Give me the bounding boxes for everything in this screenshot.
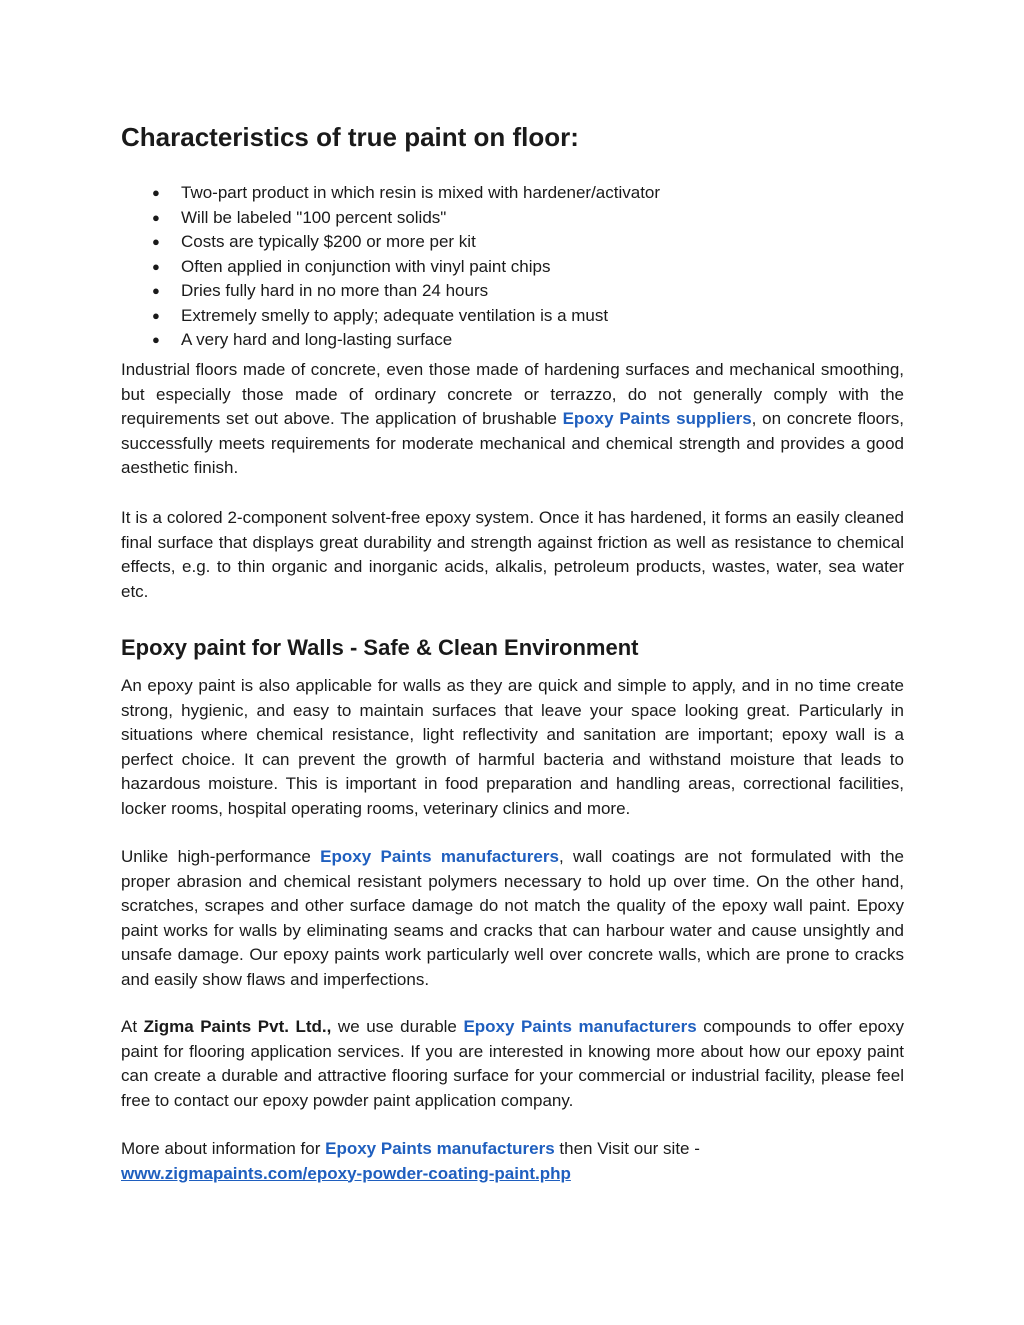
paragraph-epoxy-system: It is a colored 2-component solvent-free epoxy system. Once it has hardened, it forms an easily cleaned final surface that displays great durability and strength against friction as well as resistance to chemical effects, e.g. to thin organic and inorganic acids, alkalis, petroleum products, wastes, water, sea water etc. xyxy=(121,508,904,601)
epoxy-paints-manufacturers-link[interactable]: Epoxy Paints manufacturers xyxy=(463,1017,697,1036)
paragraph-high-performance: Unlike high-performance Epoxy Paints manufacturers, wall coatings are not formulated with the proper abrasion and chemical resistant polymers necessary to hold up over time. On the other hand, scratches, scrapes and other surface damage do not match the quality of the epoxy wall paint. Epoxy paint works for walls by eliminating seams and cracks that can harbour water and cause unsightly and unsafe damage. Our epoxy paints work particularly well over concrete walls, which are prone to cracks and easily show flaws and imperfections. xyxy=(121,847,905,989)
paragraph-industrial-floors: Industrial floors made of concrete, even those made of hardening surfaces and mechanical smoothing, but especially those made of ordinary concrete or terrazzo, do not generally comply with the requirements set out above. The application of brushable Epoxy Paints suppliers, on concrete floors, successfully meets requirements for moderate mechanical and chemical strength and provides a good aesthetic finish. xyxy=(121,360,904,477)
heading-epoxy-walls: Epoxy paint for Walls - Safe & Clean Environment xyxy=(121,635,639,660)
list-item: ● Dries fully hard in no more than 24 hours xyxy=(121,279,904,304)
paragraph-zigma-paints: At Zigma Paints Pvt. Ltd., we use durable Epoxy Paints manufacturers compounds to offer epoxy paint for flooring application services. If you are interested in knowing more about how our epoxy paint can create a durable and attractive flooring surface for your commercial or industrial facility, please feel free to contact our epoxy powder paint application company. xyxy=(121,1017,904,1110)
list-item: ● Costs are typically $200 or more per kit xyxy=(121,230,904,255)
epoxy-paints-suppliers-link[interactable]: Epoxy Paints suppliers xyxy=(562,409,752,428)
site-url-link[interactable]: www.zigmapaints.com/epoxy-powder-coating-paint.php xyxy=(121,1163,571,1183)
bullet-icon: ● xyxy=(152,185,160,200)
bullet-icon: ● xyxy=(152,234,160,249)
list-item: ● Often applied in conjunction with vinyl paint chips xyxy=(121,255,904,280)
bullet-icon: ● xyxy=(152,258,160,274)
epoxy-paints-manufacturers-link[interactable]: Epoxy Paints manufacturers xyxy=(320,847,559,866)
paragraph-more-info: More about information for Epoxy Paints manufacturers then Visit our site - www.zigmapaints.com/epoxy-powder-coating-paint.php xyxy=(121,1139,700,1183)
list-item: ● Two-part product in which resin is mixed with hardener/activator xyxy=(121,181,904,206)
list-item: ● Extremely smelly to apply; adequate ventilation is a must xyxy=(121,304,904,329)
bullet-icon: ● xyxy=(152,332,160,347)
heading-characteristics: Characteristics of true paint on floor: xyxy=(121,122,579,152)
bullet-icon: ● xyxy=(152,283,160,298)
list-item: ● A very hard and long-lasting surface xyxy=(121,328,904,353)
company-name: Zigma Paints Pvt. Ltd., xyxy=(143,1017,332,1036)
epoxy-paints-manufacturers-link[interactable]: Epoxy Paints manufacturers xyxy=(325,1139,555,1158)
paragraph-walls-intro: An epoxy paint is also applicable for walls as they are quick and simple to apply, and in no time create strong, hygienic, and easy to maintain surfaces that leave your space looking great. Particularly in situations where chemical resistance, light reflectivity and sanitation are important; epoxy wall is a perfect choice. It can prevent the growth of harmful bacteria and withstand moisture that leads to hazardous moisture. This is important in food preparation and handling areas, correctional facilities, locker rooms, hospital operating rooms, veterinary clinics and more. xyxy=(121,676,904,818)
bullet-icon: ● xyxy=(152,307,160,323)
characteristics-list xyxy=(121,181,904,353)
list-item: ● Will be labeled "100 percent solids" xyxy=(121,206,904,231)
bullet-icon: ● xyxy=(152,209,160,225)
